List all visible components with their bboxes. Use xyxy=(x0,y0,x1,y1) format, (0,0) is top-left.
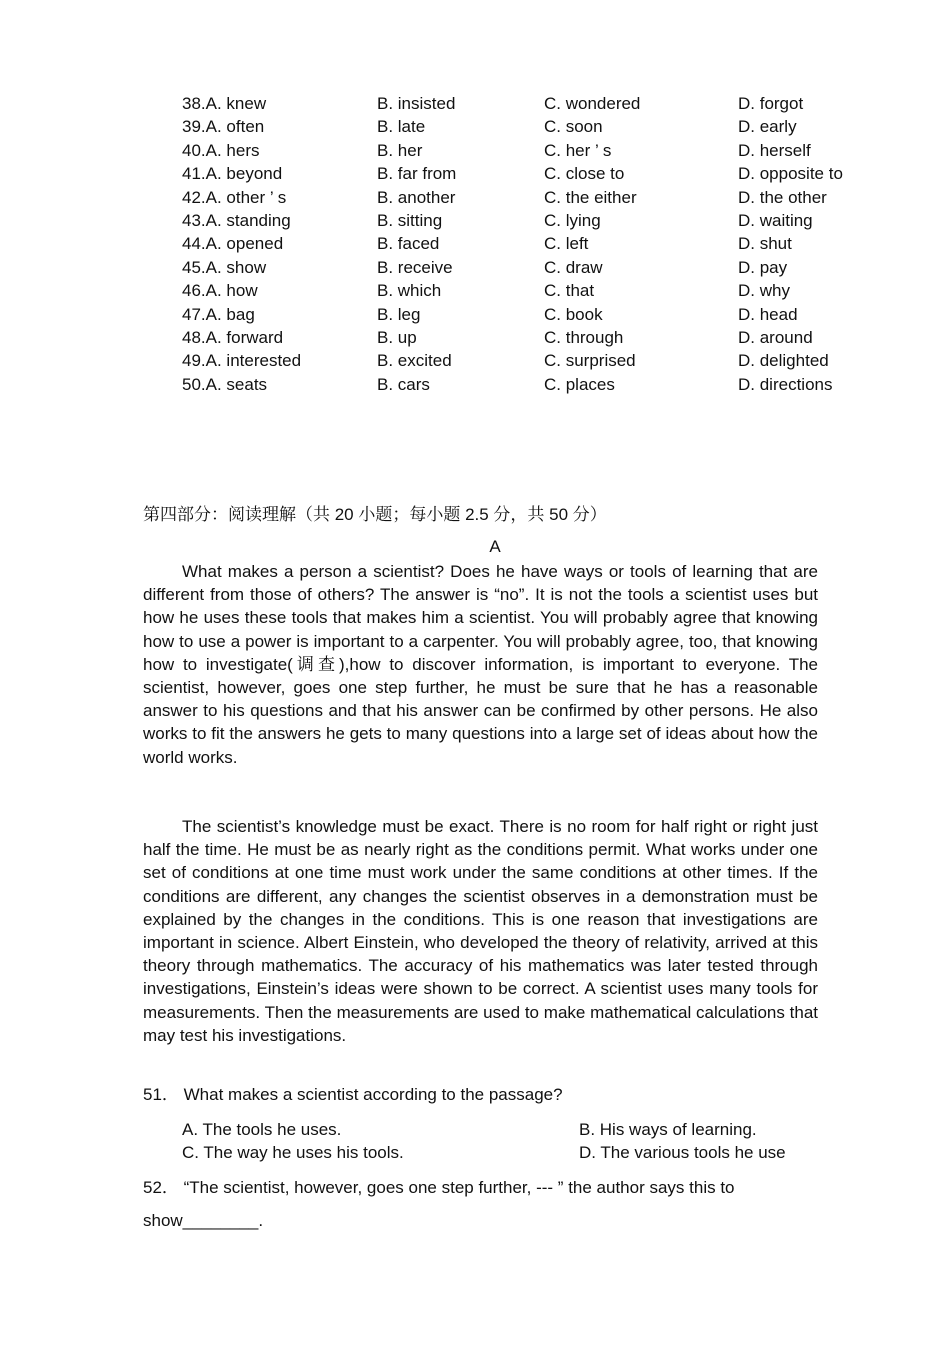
option-a: 48.A. forward xyxy=(182,328,284,347)
option-c: C. that xyxy=(544,281,595,301)
option-a: 41.A. beyond xyxy=(182,164,283,184)
option-b: B. her xyxy=(377,140,423,160)
option-c: C. places xyxy=(544,374,615,394)
option-d: D. waiting xyxy=(738,211,813,230)
option-d: D. early xyxy=(738,117,797,137)
option-c: C. wondered xyxy=(544,94,641,113)
option-b: B. excited xyxy=(377,351,452,371)
option-b: B. receive xyxy=(377,257,453,277)
section-heading: 第四部分：阅读理解（共 20 小题；每小题 2.5 分，共 50 分） xyxy=(143,505,607,524)
option-c: C. lying xyxy=(544,211,601,230)
option-a: 46.A. how xyxy=(182,281,258,301)
option-d: D. forgot xyxy=(738,94,804,113)
option-a: 47.A. bag xyxy=(182,304,255,324)
option-a: 45.A. show xyxy=(182,257,267,277)
option-a: 38.A. knew xyxy=(182,94,267,113)
paragraph-2-text: The scientist’s knowledge must be exact. There is no room for half right or right just half the time. He must be as nearly right as the conditions permit. What works under one set of conditions at one time must work under the same conditions at other times. If the conditions are different, any changes the scientist observes in a demonstration must be explained by the changes in the conditions. This is one reason that investigations are important in science. Albert Einstein, who developed the theory of relativity, arrived at this theory through mathematics. The accuracy of his mathematics was later tested through investigations, Einstein’s ideas were shown to be correct. A scientist uses many tools for measurements. Then the measurements are used to make mathematical calculations that may test his investigations. xyxy=(143,817,818,1045)
option-b: B. leg xyxy=(377,304,421,324)
option-d: D. delighted xyxy=(738,351,829,371)
option-d: D. the other xyxy=(738,187,827,207)
option-c: C. her ’ s xyxy=(544,140,612,160)
option-row xyxy=(0,115,900,138)
question-51-stem: 51． What makes a scientist according to the passage? xyxy=(143,1085,563,1104)
option-row xyxy=(0,326,900,349)
q51-option-d: D. The various tools he use xyxy=(579,1143,786,1162)
option-row xyxy=(0,92,900,115)
option-row xyxy=(0,349,900,372)
option-c: C. through xyxy=(544,328,624,347)
q51-option-c: C. The way he uses his tools. xyxy=(182,1143,404,1162)
option-d: D. herself xyxy=(738,140,811,160)
option-d: D. directions xyxy=(738,374,833,394)
option-row xyxy=(0,186,900,209)
option-d: D. opposite to xyxy=(738,164,843,184)
paragraph-1 xyxy=(143,560,818,769)
option-row xyxy=(0,303,900,326)
question-52-stem: 52． “The scientist, however, goes one step further, --- ” the author says this to xyxy=(143,1178,735,1197)
option-row xyxy=(0,232,900,255)
option-a: 42.A. other ’ s xyxy=(182,187,287,207)
option-c: C. the either xyxy=(544,187,637,207)
option-b: B. cars xyxy=(377,374,430,394)
option-b: B. sitting xyxy=(377,211,443,230)
option-row xyxy=(0,139,900,162)
question-52-blank: show________. xyxy=(143,1211,264,1230)
option-row xyxy=(0,209,900,232)
q51-option-b: B. His ways of learning. xyxy=(579,1120,757,1139)
option-c: C. soon xyxy=(544,117,603,137)
option-b: B. another xyxy=(377,187,456,207)
q51-option-a: A. The tools he uses. xyxy=(182,1120,342,1139)
option-c: C. surprised xyxy=(544,351,636,371)
option-b: B. late xyxy=(377,117,426,137)
option-a: 39.A. often xyxy=(182,117,265,137)
option-b: B. far from xyxy=(377,164,457,184)
paragraph-2 xyxy=(143,815,818,1047)
option-c: C. close to xyxy=(544,164,625,184)
option-d: D. why xyxy=(738,281,790,301)
option-d: D. head xyxy=(738,304,798,324)
paragraph-1-text: What makes a person a scientist? Does he have ways or tools of learning that are different from those of others? The answer is “no”. It is not the tools a scientist uses but how he uses these tools that makes him a scientist. You will probably agree that knowing how to use a power is important to a carpenter. You will probably agree, too, that knowing how to investigate(调查),how to discover information, is important to everyone. The scientist, however, goes one step further, he must be sure that he has a reasonable answer to his questions and that his answer can be confirmed by other persons. He also works to fit the answers he gets to many questions into a large set of ideas about how the world works. xyxy=(143,562,818,767)
option-b: B. which xyxy=(377,281,442,301)
option-a: 44.A. opened xyxy=(182,234,284,254)
passage-label: A xyxy=(489,537,501,556)
option-c: C. draw xyxy=(544,257,603,277)
option-a: 50.A. seats xyxy=(182,374,268,394)
option-row xyxy=(0,256,900,279)
option-d: D. pay xyxy=(738,257,788,277)
option-d: D. around xyxy=(738,328,813,347)
option-c: C. left xyxy=(544,234,589,254)
option-b: B. up xyxy=(377,328,417,347)
option-a: 43.A. standing xyxy=(182,211,291,230)
option-row xyxy=(0,373,900,396)
option-b: B. insisted xyxy=(377,94,456,113)
option-row xyxy=(0,162,900,185)
option-b: B. faced xyxy=(377,234,440,254)
option-a: 40.A. hers xyxy=(182,140,260,160)
option-row xyxy=(0,279,900,302)
option-a: 49.A. interested xyxy=(182,351,302,371)
option-d: D. shut xyxy=(738,234,792,254)
option-c: C. book xyxy=(544,304,603,324)
